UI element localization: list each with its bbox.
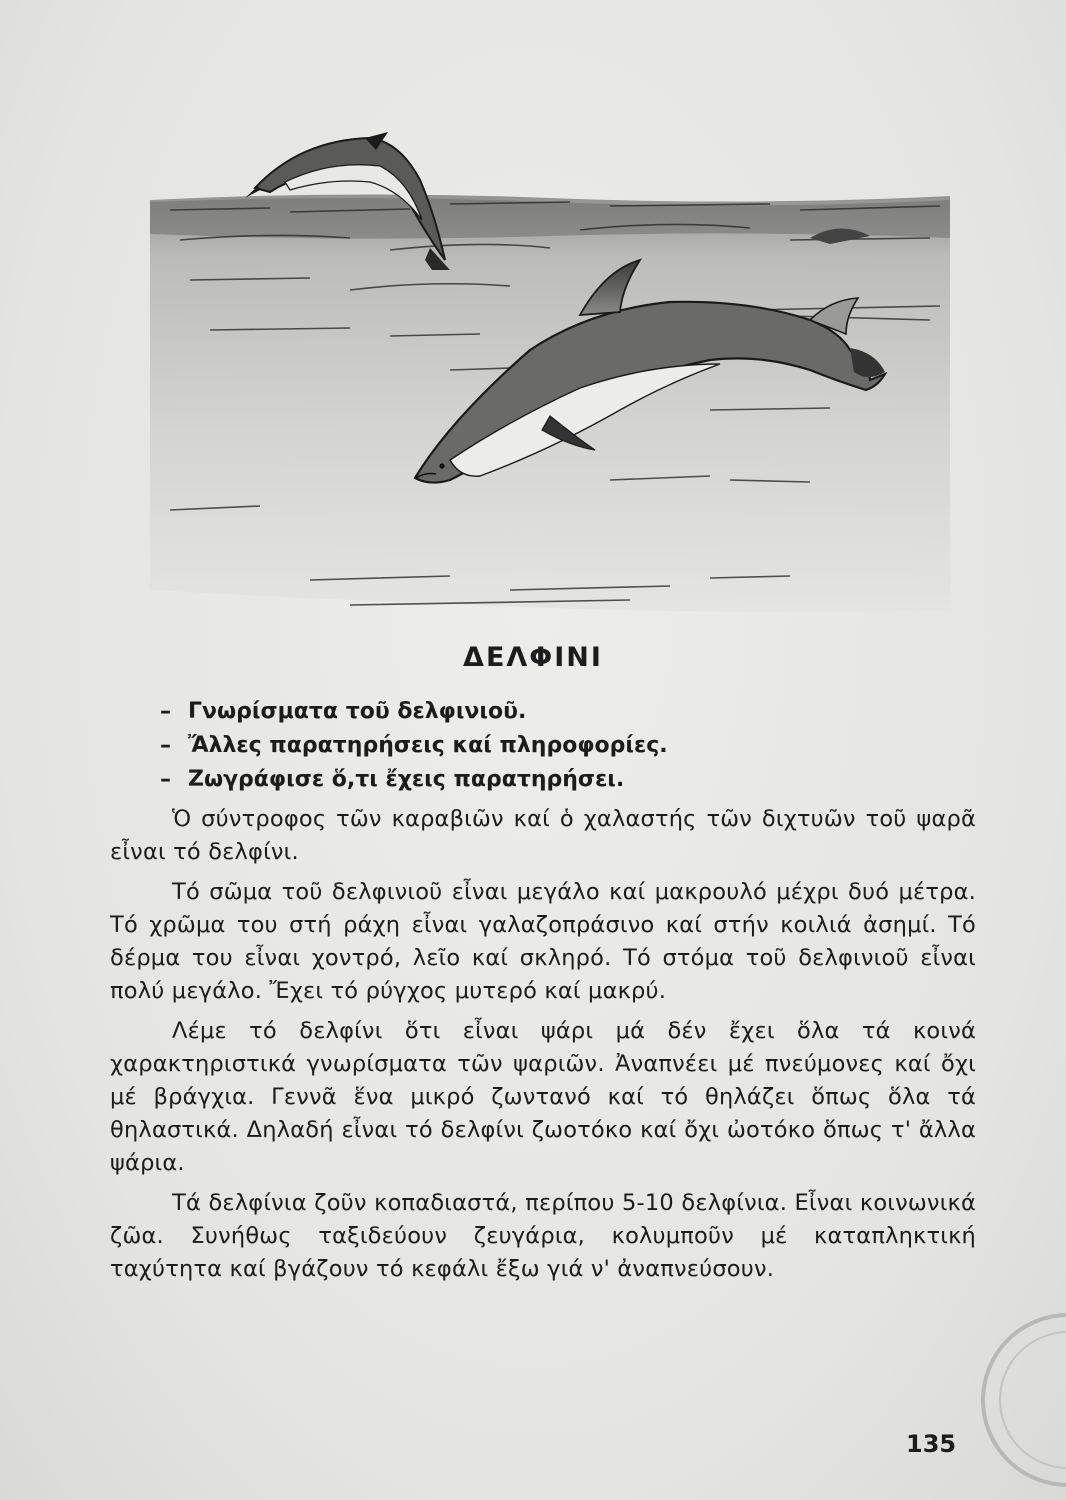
body-text: [110, 803, 976, 1293]
paragraph: Λέμε τό δελφίνι ὅτι εἶναι ψάρι μά δέν ἔχει ὅλα τά κοινά χαρακτηριστικά γνωρίσματα τῶν ψαριῶν. Ἀναπνέει μέ πνεύμονες καί ὄχι μέ βράγχια. Γεννᾶ ἕνα μικρό ζωντανό καί τό θηλάζει ὅπως ὅλα τά θηλαστικά. Δηλαδή εἶναι τό δελφίνι ζωοτόκο καί ὄχι ὠοτόκο ὅπως τ' ἄλλα ψάρια.: [110, 1018, 976, 1176]
question-text: Γνωρίσματα τοῦ δελφινιοῦ.: [188, 699, 527, 724]
question-text: Ζωγράφισε ὅ,τι ἔχεις παρατηρήσει.: [188, 767, 625, 792]
page-title: ΔΕΛΦΙΝΙ: [463, 642, 603, 673]
paragraph: Ὁ σύντροφος τῶν καραβιῶν καί ὁ χαλαστής τῶν διχτυῶν τοῦ ψαρᾶ εἶναι τό δελφίνι.: [110, 806, 976, 865]
dash-marker: –: [160, 733, 171, 758]
paragraph: Τό σῶμα τοῦ δελφινιοῦ εἶναι μεγάλο καί μακρουλό μέχρι δυό μέτρα. Τό χρῶμα του στή ράχη εἶναι γαλαζοπράσινο καί στήν κοιλιά ἀσημί. Τό δέρμα του εἶναι χοντρό, λεῖο καί σκληρό. Τό στόμα τοῦ δελφινιοῦ εἶναι πολύ μεγάλο. Ἔχει τό ρύγχος μυτερό καί μακρύ.: [110, 879, 976, 1004]
library-stamp-mark: [968, 1300, 1066, 1500]
question-item: [160, 729, 960, 763]
page-number: 135: [906, 1430, 957, 1458]
question-text: Ἄλλες παρατηρήσεις καί πληροφορίες.: [188, 733, 668, 758]
question-item: [160, 695, 960, 729]
dash-marker: –: [160, 699, 171, 724]
dash-marker: –: [160, 767, 171, 792]
question-item: [160, 763, 960, 797]
paragraph: Τά δελφίνια ζοῦν κοπαδιαστά, περίπου 5-10 δελφίνια. Εἶναι κοινωνικά ζῶα. Συνήθως ταξιδεύουν ζευγάρια, κολυμποῦν μέ καταπληκτική ταχύτητα καί βγάζουν τό κεφάλι ἔξω γιά ν' ἀναπνεύσουν.: [110, 1190, 976, 1282]
dolphin-illustration: [150, 120, 950, 620]
question-list: [160, 695, 960, 797]
